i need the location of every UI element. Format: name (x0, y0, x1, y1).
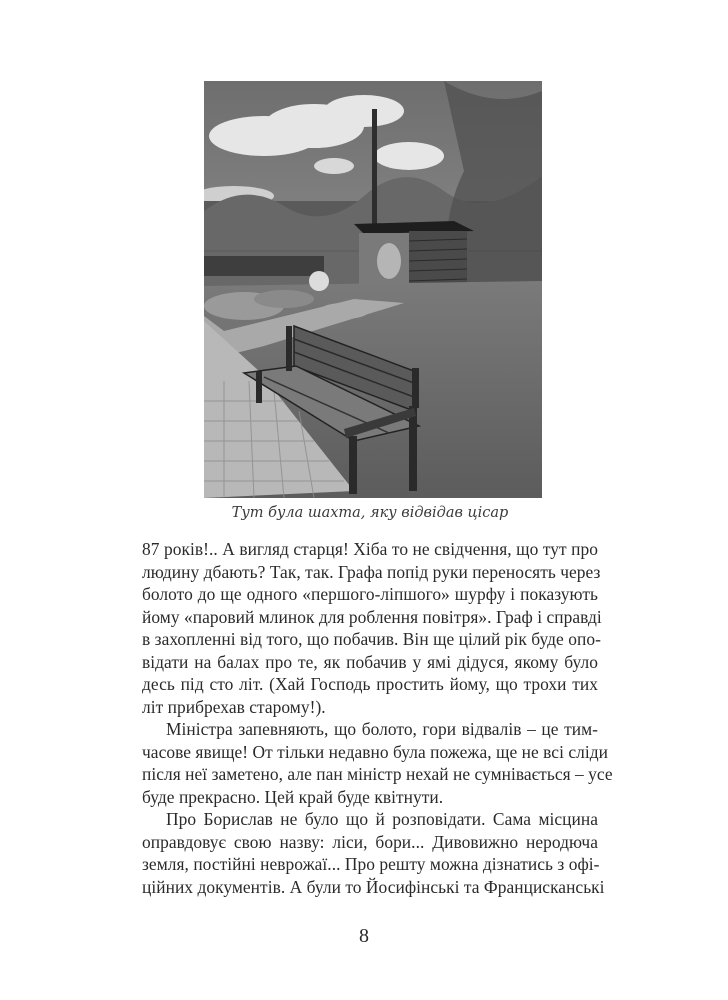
pole (372, 109, 377, 229)
text-line: земля, постійні неврожаї... Про решту можна дізнатись з офі- (142, 854, 600, 874)
text-line: в захопленні від того, що побачив. Він ще цілий рік буде опо- (142, 629, 601, 649)
text-line: болото до ще одного «першого-ліпшого» шурфу і показують (142, 584, 598, 604)
text-line: ційних документів. А були то Йосифінські та Францисканські (142, 876, 605, 897)
text-line: часове явище! От тільки недавно була пожежа, ще не всі сліди (142, 741, 608, 762)
text-line: Міністра запевняють, що болото, гори відвалів – це тим- (166, 719, 598, 739)
body-text (142, 538, 613, 898)
figure-photo (204, 81, 542, 498)
text-line: оправдовує свою назву: ліси, бори... Дивовижно неродюча (142, 831, 598, 852)
figure-caption: Тут була шахта, яку відвідав цісар (231, 505, 509, 521)
paragraph (142, 808, 605, 898)
page-number: 8 (359, 925, 369, 947)
paragraph (142, 718, 613, 808)
text-line: Про Борислав не було що й розповідати. Сама місцина (166, 809, 598, 829)
text-line: людину дбають? Так, так. Графа попід руки переносять через (142, 561, 601, 582)
text-line: буде прекрасно. Цей край буде квітнути. (142, 786, 444, 807)
text-line: 87 років!.. А вигляд старця! Хіба то не свідчення, що тут про (142, 539, 598, 559)
photo-illustration (204, 81, 542, 498)
paragraph (142, 538, 602, 718)
text-line: після неї заметено, але пан міністр нехай не сумнівається – усе (142, 764, 613, 784)
text-line: відати на балах про те, як побачив у ямі дідуся, якому було (142, 651, 598, 672)
text-line: йому «паровий млинок для роблення повітря». Граф і справді (142, 606, 602, 627)
text-line: літ прибрехав старому!). (142, 696, 326, 717)
text-line: десь під сто літ. (Хай Господь простить йому, що трохи тих (142, 674, 598, 694)
